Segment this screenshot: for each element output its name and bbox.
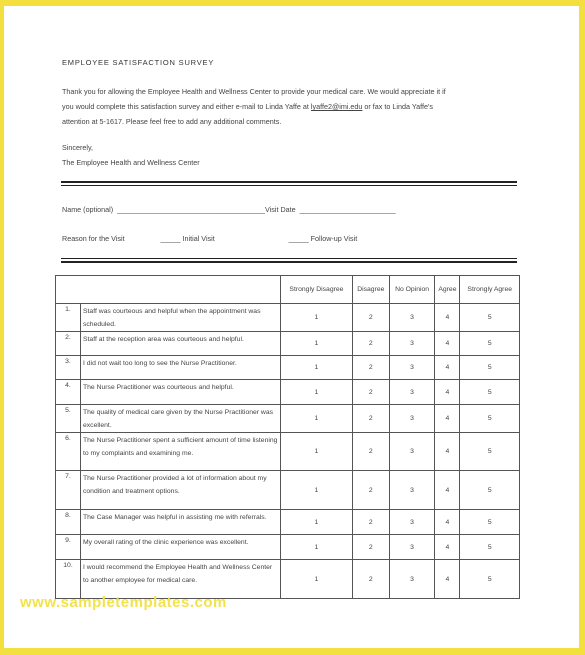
rating-option[interactable]: 3 xyxy=(389,433,435,471)
table-row xyxy=(56,380,520,405)
rating-option[interactable]: 5 xyxy=(460,332,520,356)
rating-option[interactable]: 4 xyxy=(435,535,460,560)
statement-number: 1. xyxy=(56,304,81,332)
rating-option[interactable]: 3 xyxy=(389,332,435,356)
intro-paragraph xyxy=(62,84,532,129)
watermark-text: www.sampletemplates.com xyxy=(20,594,227,611)
rating-option[interactable]: 1 xyxy=(281,332,353,356)
statement-number: 5. xyxy=(56,405,81,433)
rating-option[interactable]: 2 xyxy=(352,433,389,471)
rating-option[interactable]: 2 xyxy=(352,380,389,405)
intro-line-2 xyxy=(62,99,532,114)
rating-option[interactable]: 5 xyxy=(460,510,520,535)
statement-text: The Case Manager was helpful in assisting me with referrals. xyxy=(81,510,281,535)
statement-number: 10. xyxy=(56,560,81,599)
divider-bottom-thin xyxy=(61,258,517,259)
divider-top xyxy=(61,181,517,183)
rating-option[interactable]: 5 xyxy=(460,433,520,471)
rating-option[interactable]: 4 xyxy=(435,405,460,433)
rating-option[interactable]: 3 xyxy=(389,380,435,405)
intro-line-2-pre: you would complete this satisfaction survey and either e-mail to Linda Yaffe at xyxy=(62,102,311,111)
header-agree: Agree xyxy=(435,276,460,304)
rating-option[interactable]: 4 xyxy=(435,304,460,332)
statement-number: 9. xyxy=(56,535,81,560)
rating-option[interactable]: 2 xyxy=(352,304,389,332)
statement-text: The Nurse Practitioner provided a lot of information about my condition and treatment options. xyxy=(81,471,281,510)
statement-number: 6. xyxy=(56,433,81,471)
reason-for-visit-row[interactable]: Reason for the Visit _____ Initial Visit _____ Follow-up Visit xyxy=(62,234,358,243)
survey-table xyxy=(55,275,520,599)
statement-text: The Nurse Practitioner spent a sufficient amount of time listening to my complaints and examining me. xyxy=(81,433,281,471)
table-row xyxy=(56,356,520,380)
rating-option[interactable]: 3 xyxy=(389,356,435,380)
survey-table-body xyxy=(56,304,520,599)
signoff-sender: The Employee Health and Wellness Center xyxy=(62,158,200,167)
statement-number: 4. xyxy=(56,380,81,405)
rating-option[interactable]: 4 xyxy=(435,380,460,405)
rating-option[interactable]: 1 xyxy=(281,433,353,471)
rating-option[interactable]: 2 xyxy=(352,471,389,510)
rating-option[interactable]: 4 xyxy=(435,433,460,471)
rating-option[interactable]: 5 xyxy=(460,471,520,510)
rating-option[interactable]: 3 xyxy=(389,560,435,599)
intro-line-3: attention at 5-1617. Please feel free to add any additional comments. xyxy=(62,117,282,126)
divider-top-thin xyxy=(61,185,517,186)
rating-option[interactable]: 2 xyxy=(352,510,389,535)
rating-option[interactable]: 5 xyxy=(460,405,520,433)
statement-text: My overall rating of the clinic experience was excellent. xyxy=(81,535,281,560)
statement-number: 3. xyxy=(56,356,81,380)
rating-option[interactable]: 3 xyxy=(389,535,435,560)
rating-option[interactable]: 2 xyxy=(352,560,389,599)
rating-option[interactable]: 1 xyxy=(281,560,353,599)
email-link[interactable]: lyaffe2@imi.edu xyxy=(310,102,363,111)
survey-title: EMPLOYEE SATISFACTION SURVEY xyxy=(62,58,215,67)
table-row xyxy=(56,433,520,471)
rating-option[interactable]: 1 xyxy=(281,380,353,405)
rating-option[interactable]: 5 xyxy=(460,356,520,380)
table-row xyxy=(56,535,520,560)
table-row xyxy=(56,304,520,332)
statement-text: I did not wait too long to see the Nurse Practitioner. xyxy=(81,356,281,380)
rating-option[interactable]: 2 xyxy=(352,405,389,433)
rating-option[interactable]: 4 xyxy=(435,356,460,380)
table-row xyxy=(56,560,520,599)
rating-option[interactable]: 3 xyxy=(389,471,435,510)
rating-option[interactable]: 1 xyxy=(281,471,353,510)
divider-bottom xyxy=(61,261,517,263)
statement-text: The quality of medical care given by the Nurse Practitioner was excellent. xyxy=(81,405,281,433)
rating-option[interactable]: 1 xyxy=(281,510,353,535)
name-visit-date-row[interactable]: Name (optional) _____________________________________Visit Date ________________________ xyxy=(62,205,396,214)
rating-option[interactable]: 4 xyxy=(435,471,460,510)
rating-option[interactable]: 1 xyxy=(281,535,353,560)
intro-line-1: Thank you for allowing the Employee Health and Wellness Center to provide your medical care. We would appreciate it if xyxy=(62,87,446,96)
table-row xyxy=(56,471,520,510)
rating-option[interactable]: 5 xyxy=(460,380,520,405)
rating-option[interactable]: 5 xyxy=(460,560,520,599)
rating-option[interactable]: 4 xyxy=(435,510,460,535)
table-row xyxy=(56,510,520,535)
statement-header xyxy=(56,276,281,304)
rating-option[interactable]: 3 xyxy=(389,405,435,433)
statement-text: Staff was courteous and helpful when the appointment was scheduled. xyxy=(81,304,281,332)
rating-option[interactable]: 3 xyxy=(389,304,435,332)
rating-option[interactable]: 2 xyxy=(352,356,389,380)
rating-option[interactable]: 2 xyxy=(352,535,389,560)
rating-option[interactable]: 1 xyxy=(281,405,353,433)
table-row xyxy=(56,332,520,356)
table-row xyxy=(56,405,520,433)
header-disagree: Disagree xyxy=(352,276,389,304)
rating-option[interactable]: 2 xyxy=(352,332,389,356)
intro-line-2-post: or fax to Linda Yaffe's xyxy=(362,102,433,111)
rating-option[interactable]: 4 xyxy=(435,332,460,356)
statement-number: 2. xyxy=(56,332,81,356)
statement-text: I would recommend the Employee Health and Wellness Center to another employee for medical care. xyxy=(81,560,281,599)
statement-number: 7. xyxy=(56,471,81,510)
statement-number: 8. xyxy=(56,510,81,535)
rating-option[interactable]: 4 xyxy=(435,560,460,599)
statement-text: Staff at the reception area was courteous and helpful. xyxy=(81,332,281,356)
header-strongly-disagree: Strongly Disagree xyxy=(281,276,353,304)
rating-option[interactable]: 1 xyxy=(281,356,353,380)
rating-option[interactable]: 5 xyxy=(460,304,520,332)
rating-option[interactable]: 1 xyxy=(281,304,353,332)
statement-text: The Nurse Practitioner was courteous and helpful. xyxy=(81,380,281,405)
header-no-opinion: No Opinion xyxy=(389,276,435,304)
signoff xyxy=(62,140,200,170)
rating-option[interactable]: 3 xyxy=(389,510,435,535)
header-strongly-agree: Strongly Agree xyxy=(460,276,520,304)
rating-option[interactable]: 5 xyxy=(460,535,520,560)
table-header-row xyxy=(56,276,520,304)
signoff-closing: Sincerely, xyxy=(62,143,94,152)
